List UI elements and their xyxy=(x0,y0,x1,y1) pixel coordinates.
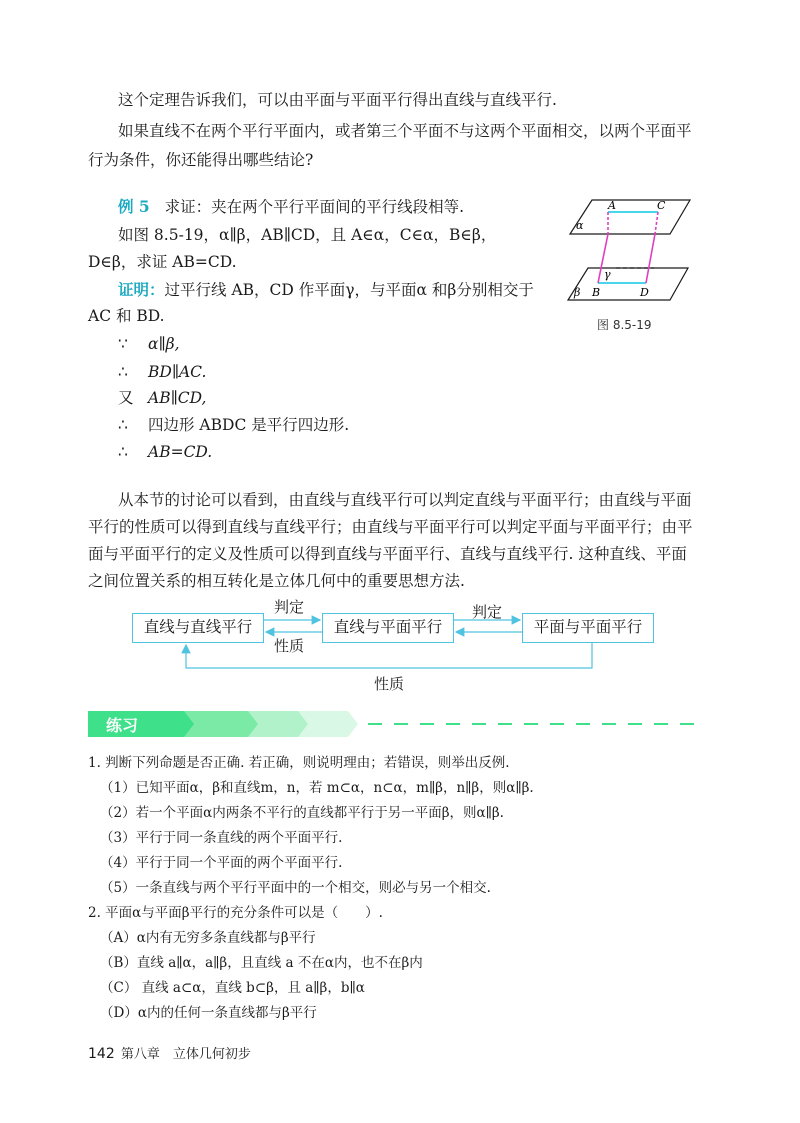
q1-item-5: （5）一条直线与两个平行平面中的一个相交，则必与另一个相交. xyxy=(100,880,491,896)
flow-box-line-line: 直线与直线平行 xyxy=(132,613,264,643)
flow-box-plane-plane: 平面与平面平行 xyxy=(522,613,654,643)
step-text: AB∥CD, xyxy=(148,389,207,407)
flow-label-prop-long: 性质 xyxy=(374,675,405,693)
step-symbol: ∴ xyxy=(118,443,128,461)
example-label: 例 5 xyxy=(118,197,150,216)
question-2: 2. 平面α与平面β平行的充分条件可以是（ ）. xyxy=(88,905,383,921)
chapter-title: 第八章 立体几何初步 xyxy=(120,1047,251,1062)
intro-line-3: 行为条件，你还能得出哪些结论? xyxy=(88,151,314,169)
q1-item-2: （2）若一个平面α内两条不平行的直线都平行于另一平面β，则α∥β. xyxy=(100,805,504,821)
proof-line-1 xyxy=(118,276,534,304)
intro-line-1: 这个定理告诉我们，可以由平面与平面平行得出直线与直线平行. xyxy=(118,91,557,109)
question-1: 1. 判断下列命题是否正确. 若正确，则说明理由；若错误，则举出反例. xyxy=(88,755,510,771)
label-alpha: α xyxy=(576,219,584,232)
proof-text: 过平行线 AB，CD 作平面γ，与平面α 和β分别相交于 xyxy=(164,281,534,299)
page-footer xyxy=(88,1043,251,1062)
flow-label-prop-1: 性质 xyxy=(274,637,305,655)
step-symbol: ∴ xyxy=(118,416,128,434)
label-gamma: γ xyxy=(604,268,611,281)
summary-line-1: 从本节的讨论可以看到，由直线与直线平行可以判定直线与平面平行；由直线与平面 xyxy=(118,491,692,509)
q2-option-a: （A）α内有无穷多条直线都与β平行 xyxy=(100,930,316,946)
segment-cd-hidden xyxy=(655,212,658,234)
q1-item-3: （3）平行于同一条直线的两个平面平行. xyxy=(100,830,343,846)
flow-label-judge-1: 判定 xyxy=(274,598,305,616)
example-header xyxy=(118,193,464,221)
practice-banner xyxy=(88,711,708,737)
arrow-prop-long xyxy=(186,643,592,668)
q2-option-b: （B）直线 a∥α，a∥β，且直线 a 不在α内，也不在β内 xyxy=(100,955,423,971)
figure-parallel-planes xyxy=(560,192,700,322)
example-given-2: D∈β，求证 AB=CD. xyxy=(88,253,237,271)
label-d: D xyxy=(640,286,649,299)
summary-line-2: 平行的性质可以得到直线与直线平行；由直线与平面平行可以判定平面与平面平行；由平 xyxy=(88,518,693,536)
label-beta: β xyxy=(574,286,581,299)
plane-alpha xyxy=(570,200,690,234)
example-statement: 求证：夹在两个平行平面间的平行线段相等. xyxy=(164,198,465,216)
q1-item-4: （4）平行于同一个平面的两个平面平行. xyxy=(100,855,343,871)
proof-step-5 xyxy=(118,438,212,466)
figure-caption: 图 8.5-19 xyxy=(597,318,652,332)
label-b: B xyxy=(592,286,601,299)
step-symbol: 又 xyxy=(118,389,134,407)
proof-step-3 xyxy=(118,384,206,412)
label-c: C xyxy=(657,199,666,212)
segment-cd xyxy=(646,234,655,283)
practice-title: 练习 xyxy=(106,716,139,735)
page-number: 142 xyxy=(88,1046,115,1062)
summary-line-3: 面与平面平行的定义及性质可以得到直线与平面平行、直线与直线平行. 这种直线、平面 xyxy=(88,545,687,563)
flow-arrows xyxy=(0,600,800,680)
proof-line-2: AC 和 BD. xyxy=(88,307,165,325)
example-given-1: 如图 8.5-19，α∥β，AB∥CD，且 A∈α，C∈α，B∈β， xyxy=(118,226,497,244)
q1-item-1: （1）已知平面α，β和直线m，n，若 m⊂α，n⊂α，m∥β，n∥β，则α∥β. xyxy=(100,780,534,796)
step-text: α∥β, xyxy=(148,335,180,353)
step-symbol: ∴ xyxy=(118,363,128,381)
flow-label-judge-2: 判定 xyxy=(472,603,503,621)
flow-box-line-plane: 直线与平面平行 xyxy=(322,613,454,643)
step-symbol: ∵ xyxy=(118,335,128,353)
label-a: A xyxy=(608,199,616,212)
step-text: BD∥AC. xyxy=(148,363,207,381)
proof-label: 证明： xyxy=(118,280,165,299)
step-text: AB=CD. xyxy=(148,443,213,461)
q2-option-d: （D）α内的任何一条直线都与β平行 xyxy=(100,1005,317,1021)
proof-step-1 xyxy=(118,330,180,358)
proof-step-2 xyxy=(118,358,206,386)
summary-line-4: 之间位置关系的相互转化是立体几何中的重要思想方法. xyxy=(88,572,465,590)
plane-beta xyxy=(568,268,688,300)
proof-step-4 xyxy=(118,411,349,439)
q2-option-c: （C） 直线 a⊂α，直线 b⊂β，且 a∥β，b∥α xyxy=(100,980,365,996)
intro-line-2: 如果直线不在两个平行平面内，或者第三个平面不与这两个平面相交，以两个平面平 xyxy=(118,122,692,140)
step-text: 四边形 ABDC 是平行四边形. xyxy=(148,416,350,434)
